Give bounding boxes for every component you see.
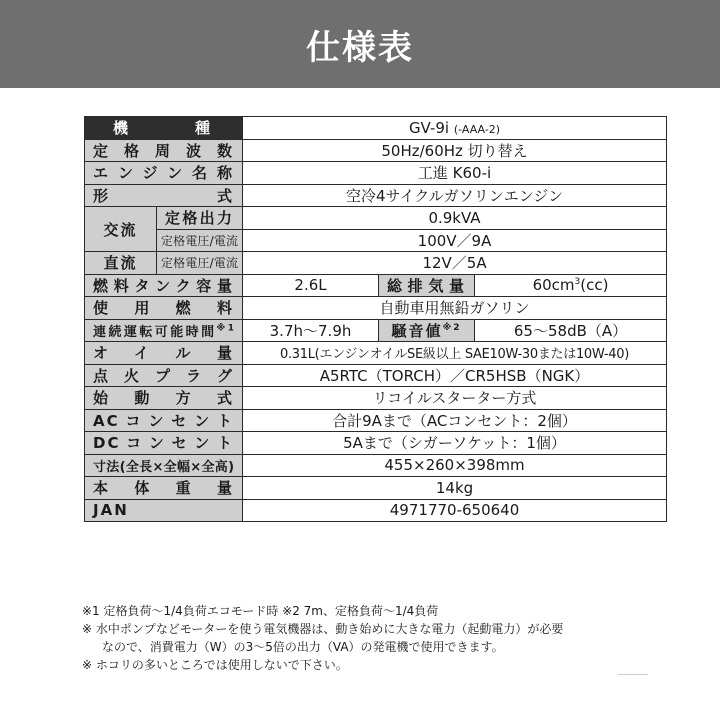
dc-outlet-value: 5Aまで（シガーソケット：1個） xyxy=(243,432,667,455)
fuel-value: 自動車用無鉛ガソリン xyxy=(243,297,667,320)
table-row xyxy=(85,409,667,432)
displacement-tail: (cc) xyxy=(580,276,609,295)
table-row xyxy=(85,252,667,275)
ac-output-value: 0.9kVA xyxy=(243,207,667,230)
table-row xyxy=(85,387,667,410)
engine-name-value: 工進 K60-i xyxy=(243,162,667,185)
table-row xyxy=(85,499,667,522)
table-row xyxy=(85,297,667,320)
ac-output-label: 定格出力 xyxy=(157,207,243,230)
tank-value: 2.6L xyxy=(243,274,379,297)
table-row xyxy=(85,207,667,230)
type-label: 形 式 xyxy=(85,184,243,207)
model-value-cell xyxy=(243,117,667,140)
ac-outlet-value: 合計9Aまで（ACコンセント：2個） xyxy=(243,409,667,432)
displacement-label: 総排気量 xyxy=(379,274,475,297)
table-row xyxy=(85,477,667,500)
ac-voltage-value: 100V／9A xyxy=(243,229,667,252)
page-header xyxy=(0,0,720,88)
note-line-3: なので、消費電力（W）の3〜5倍の出力（VA）の発電機で使用できます。 xyxy=(102,640,504,654)
table-row xyxy=(85,117,667,140)
runtime-value: 3.7h〜7.9h xyxy=(243,319,379,342)
oil-label: オイル量 xyxy=(85,342,243,365)
model-label: 機 種 xyxy=(85,117,243,140)
dc-voltage-value: 12V／5A xyxy=(243,252,667,275)
divider xyxy=(618,674,648,675)
plug-label: 点火プラグ xyxy=(85,364,243,387)
displacement-value-cell xyxy=(475,274,667,297)
table-row xyxy=(85,319,667,342)
frequency-label: 定格周波数 xyxy=(85,139,243,162)
displacement-value: 60cm xyxy=(532,276,575,295)
jan-value: 4971770-650640 xyxy=(243,499,667,522)
type-value: 空冷4サイクルガソリンエンジン xyxy=(243,184,667,207)
table-row xyxy=(85,364,667,387)
weight-value: 14kg xyxy=(243,477,667,500)
start-label: 始動方式 xyxy=(85,387,243,410)
ac-voltage-label: 定格電圧/電流 xyxy=(157,229,243,252)
frequency-value: 50Hz/60Hz 切り替え xyxy=(243,139,667,162)
table-row xyxy=(85,162,667,185)
dc-voltage-label: 定格電圧/電流 xyxy=(157,252,243,275)
table-row xyxy=(85,454,667,477)
engine-name-label: エンジン名称 xyxy=(85,162,243,185)
ac-group-label: 交流 xyxy=(85,207,157,252)
noise-value: 65〜58dB（A） xyxy=(475,319,667,342)
model-value: GV-9i xyxy=(408,118,450,137)
weight-label: 本体重量 xyxy=(85,477,243,500)
footnotes xyxy=(82,602,682,674)
note-line-2: ※ 水中ポンプなどモーターを使う電気機器は、動き始めに大きな電力（起動電力）が必要 xyxy=(82,622,564,636)
spec-panel xyxy=(10,88,710,720)
table-row xyxy=(85,229,667,252)
oil-value: 0.31L(エンジンオイルSE級以上 SAE10W-30または10W-40) xyxy=(243,342,667,365)
fuel-label: 使用燃料 xyxy=(85,297,243,320)
table-row xyxy=(85,432,667,455)
table-row xyxy=(85,274,667,297)
displacement-sup: 3 xyxy=(574,277,581,288)
table-row xyxy=(85,139,667,162)
runtime-label: 連続運転可能時間 xyxy=(93,324,217,340)
runtime-label-cell xyxy=(85,319,243,342)
start-value: リコイルスターター方式 xyxy=(243,387,667,410)
dc-outlet-label: DCコンセント xyxy=(85,432,243,455)
spec-table xyxy=(84,116,667,522)
runtime-sup: ※1 xyxy=(216,323,235,334)
note-line-1: ※1 定格負荷〜1/4負荷エコモード時 ※2 7m、定格負荷〜1/4負荷 xyxy=(82,604,439,618)
ac-outlet-label: ACコンセント xyxy=(85,409,243,432)
dc-group-label: 直流 xyxy=(85,252,157,275)
noise-sup: ※2 xyxy=(442,322,462,333)
model-sub: (-AAA-2) xyxy=(453,122,501,136)
dimensions-label: 寸法(全長×全幅×全高) xyxy=(85,454,243,477)
table-row xyxy=(85,184,667,207)
page-title: 仕様表 xyxy=(306,27,414,68)
plug-value: A5RTC（TORCH）／CR5HSB（NGK） xyxy=(243,364,667,387)
noise-label-cell xyxy=(379,319,475,342)
jan-label: JAN xyxy=(85,499,243,522)
tank-label: 燃料タンク容量 xyxy=(85,274,243,297)
noise-label: 騒音値 xyxy=(391,321,443,340)
table-row xyxy=(85,342,667,365)
note-line-4: ※ ホコリの多いところでは使用しないで下さい。 xyxy=(82,658,348,672)
dimensions-value: 455×260×398mm xyxy=(243,454,667,477)
